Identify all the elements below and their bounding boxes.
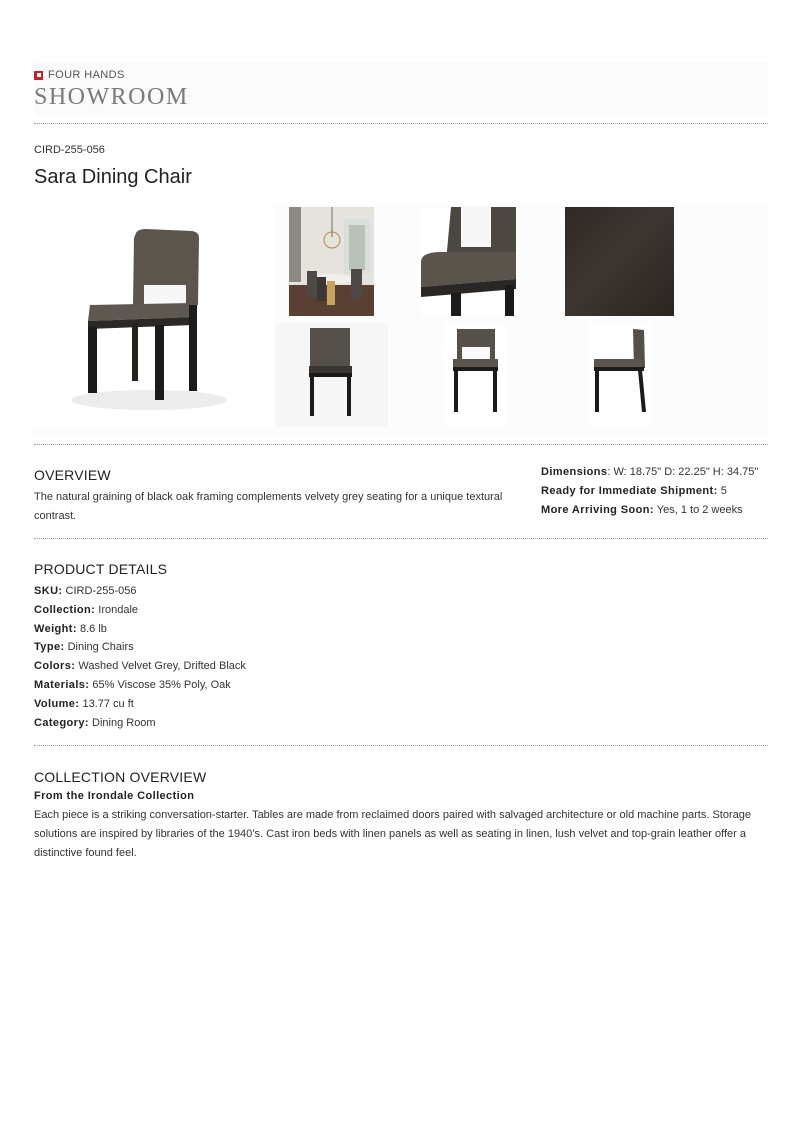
collection-heading: COLLECTION OVERVIEW (34, 769, 207, 785)
dimensions-value: : W: 18.75" D: 22.25" H: 34.75" (607, 466, 759, 478)
detail-row (34, 638, 434, 657)
chair-front-view-image[interactable] (444, 323, 506, 427)
chair-back-view-image[interactable] (276, 323, 388, 427)
divider (34, 538, 768, 539)
detail-value: Irondale (95, 603, 139, 616)
chair-main-image[interactable] (34, 205, 274, 430)
collection-text: Each piece is a striking conversation-starter. Tables are made from reclaimed doors paired with salvaged architecture or old machine parts. Storage solutions are inspired by libraries of the 1940’s. Cast iron beds with linen panels as well as seating in linen, lush velvet and top-grain leather offer a distinctive found feel. (34, 809, 751, 859)
product-gallery (34, 205, 768, 435)
detail-row (34, 695, 434, 714)
dimensions-label: Dimensions (541, 466, 608, 478)
detail-value: 8.6 lb (76, 622, 107, 635)
divider (34, 444, 768, 445)
detail-label: Volume: (34, 697, 80, 710)
detail-value: Washed Velvet Grey, Drifted Black (75, 660, 246, 673)
product-title: Sara Dining Chair (34, 166, 192, 188)
detail-label: Materials: (34, 678, 90, 691)
detail-label: Type: (34, 641, 65, 654)
shipment-line (541, 482, 771, 501)
detail-row (34, 676, 434, 695)
showroom-wordmark: SHOWROOM (34, 84, 189, 110)
dining-room-lifestyle-image[interactable] (289, 207, 374, 316)
detail-row (34, 620, 434, 639)
detail-value: Dining Chairs (64, 641, 134, 654)
detail-value: CIRD-255-056 (62, 585, 137, 597)
velvet-swatch-image[interactable] (565, 207, 674, 316)
chair-side-view-image[interactable] (589, 323, 651, 427)
detail-row (34, 601, 434, 620)
seat-closeup-image[interactable] (421, 207, 516, 316)
detail-value: 65% Viscose 35% Poly, Oak (89, 678, 231, 691)
product-sku: CIRD-255-056 (34, 144, 105, 156)
brand-name: FOUR HANDS (48, 69, 125, 81)
detail-label: Category: (34, 716, 89, 729)
arriving-value: Yes, 1 to 2 weeks (653, 503, 743, 516)
detail-label: SKU: (34, 585, 63, 597)
product-details-heading: PRODUCT DETAILS (34, 561, 168, 577)
shipment-value: 5 (717, 484, 727, 497)
detail-value: Dining Room (88, 716, 156, 729)
divider (34, 745, 768, 746)
detail-row (34, 582, 434, 601)
collection-subheading: From the Irondale Collection (34, 790, 195, 802)
detail-row (34, 714, 434, 733)
header (34, 62, 768, 116)
detail-label: Collection: (34, 603, 96, 616)
detail-row (34, 657, 434, 676)
shipment-label: Ready for Immediate Shipment: (541, 484, 718, 497)
detail-label: Colors: (34, 660, 76, 673)
overview-specs (541, 463, 771, 519)
detail-value: 13.77 cu ft (79, 697, 134, 710)
detail-label: Weight: (34, 622, 77, 635)
dimensions-line (541, 463, 771, 482)
brand-logo-icon (34, 71, 43, 80)
overview-heading: OVERVIEW (34, 467, 111, 483)
arriving-line (541, 501, 771, 520)
divider (34, 123, 768, 124)
product-details-list (34, 582, 434, 732)
arriving-label: More Arriving Soon: (541, 503, 654, 516)
overview-text: The natural graining of black oak framing complements velvety grey seating for a unique textural contrast. (34, 491, 503, 522)
brand-row (34, 69, 125, 81)
